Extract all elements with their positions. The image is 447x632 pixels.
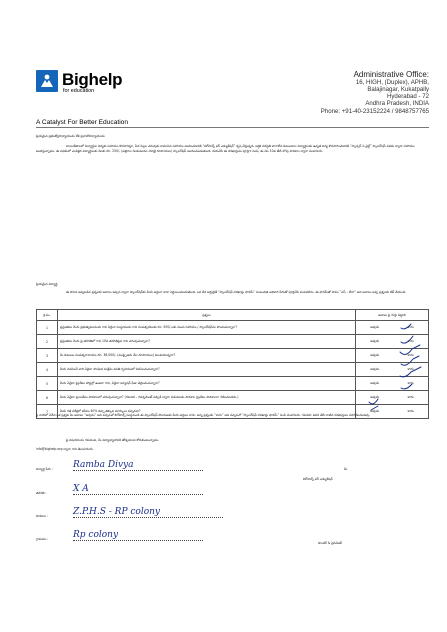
tick-mark-icon	[400, 367, 421, 377]
no-option-ticked[interactable]: కాదు	[407, 395, 414, 399]
school-label: పాఠశాల :	[36, 514, 48, 518]
col-answer-header: జవాబు పై గుర్తు పెట్టాలి	[356, 310, 429, 321]
regards-text: మీ	[344, 467, 348, 471]
col-number-header: క్ర.సం.	[37, 310, 58, 321]
yes-option[interactable]: అవును	[370, 339, 380, 343]
name-label: విద్యార్థి పేరు :	[36, 467, 53, 471]
row-question: మీరు ఏదైనా ప్రయివేటు పాఠశాలలో చదువుచున్నారా? (గమనిక – గవర్నమెంట్ సబ్సిడీ ద్వారా నడుపబడు పాఠశాల ప్రైవేటు పాఠశాలగా గణించబడదు.)	[58, 391, 356, 405]
handwritten-ticks	[357, 306, 437, 416]
office-line: Balajinagar, Kukatpally	[367, 86, 429, 94]
row-question: ప్రస్తుతము మీరు ప్రభుత్వమునందు గాని ఏదైనా సంస్థయందు గాని సంపత్సరముకు రూ. 500/-లకు మించి సహాయం / స్కాలర్‌షిప్‌ను పొందుచున్నారా?	[58, 321, 356, 335]
intro-paragraph: బాలలకేతాలలో విద్యార్థుల విద్యకు సహాయం కొనసాగిస్తూ, పేద పిల్లల చదువుకు కావలసిన సహాయం అందించడానికి “బిగ్‌హెల్ప్ ఫర్ ఎడ్యుకేషన్” కృషి చేస్తున్నది. ఆర్థిక పరిస్థితి బాగాలేని కుటుంబాల విద్యార్థులకు ఉన్నత విద్య కొనసాగించడానికి “స్పాన్సర్ ఏ చైల్డ్” స్కాలర్‌షిప్ పథకం ద్వారా సహాయం అందిస్తున్నాము. ఈ పథకంలో ఎంపికైన విద్యార్థులకు నెలకు రూ. 250/- (అక్షరాల రెండువందల యాభై రూపాయలు) స్కాలర్‌షిప్ అందించబడుతుంది. దయచేసి ఈ దరఖాస్తును పూర్తిగా నింపి, ఈ నెల 10వ తేదీ లోపు పాఠశాల ద్వారా పంపగలరు.	[36, 144, 415, 153]
tick-mark-icon	[401, 336, 413, 343]
name-field[interactable]: Ramba Divya	[73, 460, 203, 471]
tick-mark-icon	[371, 406, 378, 410]
row-question: మీకు గత పరీక్షలో కనీసం 40% కన్నా తక్కువ మార్కులు వచ్చినవా?	[58, 405, 356, 419]
logo-subtitle: for education	[63, 88, 95, 94]
office-phone: Phone: +91-40-23152224 / 9848757765	[320, 108, 429, 116]
row-number: 1	[37, 321, 58, 335]
row-question: మీ కుటుంబ సంవత్సరాదాయం రూ. 36,000/- (ముప్పైఆరు వేల రూపాయలు) మించియున్నదా?	[58, 349, 356, 363]
yes-option[interactable]: అవును	[370, 367, 380, 371]
village-label: గ్రామము :	[36, 537, 49, 541]
tagline: A Catalyst For Better Education	[36, 119, 128, 126]
bighelp-logo-icon	[36, 70, 58, 92]
tick-mark-icon	[369, 399, 378, 404]
row-number: 5	[37, 377, 58, 391]
contact-email[interactable]: info@bighelp.org ద్వారా గాని తెలుపగలరు.	[36, 447, 94, 451]
office-address	[321, 71, 429, 116]
school-field[interactable]: Z.P.H.S - RP colony	[73, 507, 223, 518]
row-question: మీరు ఏదైనా ప్రైవేటు హాస్టల్లో ఉంటూ గాని, ఏదైనా ట్యూషన్ ఫీజు చెల్లించుచున్నారా?	[58, 377, 356, 391]
row-number: 7	[37, 405, 58, 419]
no-option-ticked[interactable]: కాదు	[407, 353, 414, 357]
col-question-header: ప్రశ్నలు	[58, 310, 356, 321]
salutation-student: ప్రియమైన విద్యార్థి,	[36, 282, 59, 286]
no-option-ticked[interactable]: కాదు	[407, 381, 414, 385]
row-question: మీరు నివసించే వారి ఏదైనా సాంఘిక సంక్షేమ వసతి గృహములో నివసించుచున్నారా?	[58, 363, 356, 377]
no-option-ticked[interactable]: కాదు	[407, 339, 414, 343]
row-number: 2	[37, 335, 58, 349]
instruction-paragraph: ఈ దిగువ ఇవ్వబడిన ప్రశ్నలకు జవాబు ఇచ్చిన ద్వారా స్కాలర్‌షిప్‌కు మీరు అర్హులా కాదా నిర్ణయించబడుతుంది. ఒక వేళ అర్హులైతే “స్కాలర్‌షిప్ దరఖాస్తు ఫారమ్” సంబంధిత అధికారి పేరుతో పూర్తిచేసి పంపవలెను. ఈ ఫారమ్‌తో పాటు “ఎస్ – లేదా” అని జవాబు ఇచ్చి ప్రశ్నలకు టిక్ చేయండి.	[66, 290, 407, 294]
class-label: తరగతి :	[36, 491, 47, 495]
row-question: ప్రస్తుతము మీరు పై తరగతిలో గాని 10వ తరగతిపైన గాని చదువుచున్నారా?	[58, 335, 356, 349]
yes-option[interactable]: అవును	[370, 353, 380, 357]
tick-mark-icon	[400, 345, 420, 354]
no-option-ticked[interactable]: కాదు	[407, 367, 414, 371]
note-paragraph: పై వాటిలో ఏదేని ఒక ప్రశ్నకు మీ జవాబు “అవును” అని వచ్చినచో బిగ్‌హెల్ప్ సంస్థనుండి ఈ స్కాలర్‌షిప్ పొందుటకు మీరు అర్హులు కారు. అన్ని ప్రశ్నలకు “కాదు” అని వచ్చినచో “స్కాలర్‌షిప్ దరఖాస్తు ఫారమ్” నింపి పంపగలరు. గమనిక: చివరి తేదీ దాటిన దరఖాస్తులు పరిగణించబడవు.	[36, 413, 371, 417]
row-number: 3	[37, 349, 58, 363]
office-line: 16, HIGH, (Duplex), APHB,	[355, 79, 429, 87]
tick-mark-icon	[401, 384, 412, 389]
row-number: 6	[37, 391, 58, 405]
logo-name: Bighelp	[62, 70, 123, 89]
closing-paragraph: పై విషయాలను గమనించి, మీ విద్యాభ్యాసానికి తోడ్పడాలని కోరుకుంటున్నాము.	[66, 438, 160, 442]
organisation-name: బిగ్‌హెల్ప్ ఫర్ ఎడ్యుకేషన్	[303, 477, 333, 481]
salutation-teacher: ప్రియమైన ప్రభుత్వోపాధ్యాయుడు లేక ప్రధానోపాధ్యాయుడు	[36, 134, 105, 138]
yes-option[interactable]: అవును	[370, 325, 380, 329]
class-field[interactable]: X A	[73, 484, 203, 495]
signatory-role: పాండర్ & ప్రెసిడెంట్	[318, 541, 342, 545]
tick-mark-icon	[401, 356, 419, 365]
yes-option-ticked[interactable]: అవును	[370, 409, 380, 413]
row-number: 4	[37, 363, 58, 377]
office-title: Administrative Office:	[353, 70, 429, 79]
yes-option[interactable]: అవును	[370, 395, 380, 399]
village-field[interactable]: Rp colony	[73, 530, 203, 541]
office-line: Andhra Pradesh, INDIA	[365, 100, 429, 108]
no-option-ticked[interactable]: కాదు	[407, 325, 414, 329]
header-divider	[36, 127, 429, 128]
no-option[interactable]: కాదు	[407, 409, 414, 413]
office-line: Hyderabad - 72	[386, 93, 429, 101]
tick-mark-icon	[401, 324, 411, 329]
yes-option[interactable]: అవును	[370, 381, 380, 385]
